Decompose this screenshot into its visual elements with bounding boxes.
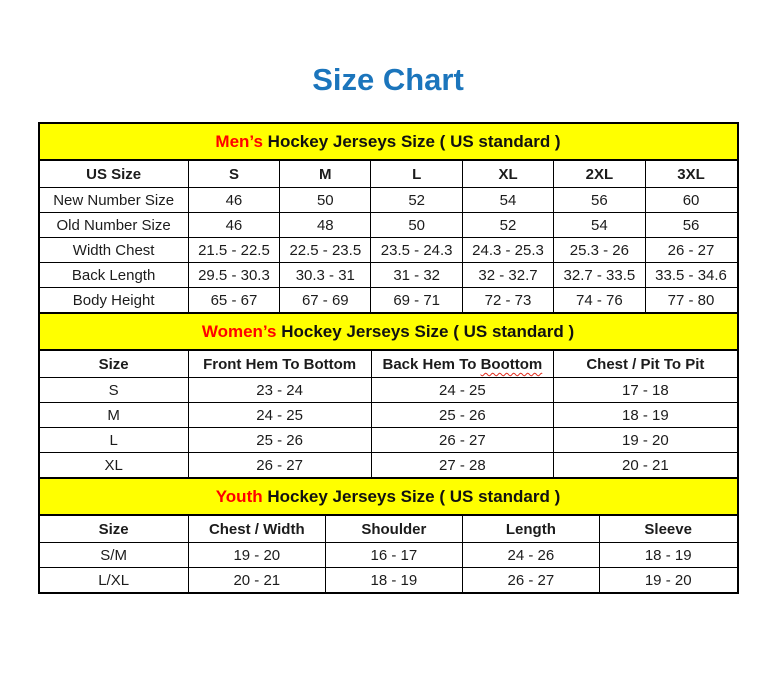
size-value-cell: 54 bbox=[462, 188, 553, 213]
size-value-cell: 27 - 28 bbox=[371, 453, 554, 478]
size-value-cell: 22.5 - 23.5 bbox=[280, 238, 371, 263]
mens-banner-text: Hockey Jerseys Size ( US standard ) bbox=[262, 132, 561, 151]
size-value-cell: 48 bbox=[280, 213, 371, 238]
womens-banner-accent: Women’s bbox=[201, 322, 277, 341]
row-label-cell: M bbox=[40, 403, 189, 428]
womens-size-table bbox=[40, 351, 737, 477]
size-value-cell: 46 bbox=[188, 213, 279, 238]
column-header: M bbox=[280, 161, 371, 188]
size-value-cell: 23 - 24 bbox=[188, 378, 371, 403]
mens-size-table bbox=[40, 161, 737, 312]
mens-section-banner bbox=[40, 124, 737, 161]
size-chart-table-block bbox=[38, 122, 739, 594]
table-row bbox=[40, 288, 737, 313]
size-value-cell: 67 - 69 bbox=[280, 288, 371, 313]
header-row bbox=[40, 351, 737, 378]
youth-section-banner bbox=[40, 477, 737, 516]
table-row bbox=[40, 543, 737, 568]
size-value-cell: 30.3 - 31 bbox=[280, 263, 371, 288]
size-value-cell: 25.3 - 26 bbox=[554, 238, 645, 263]
page-title: Size Chart bbox=[312, 62, 464, 97]
size-value-cell: 24 - 25 bbox=[371, 378, 554, 403]
size-value-cell: 72 - 73 bbox=[462, 288, 553, 313]
size-value-cell: 52 bbox=[462, 213, 553, 238]
row-label-cell: Body Height bbox=[40, 288, 189, 313]
table-row bbox=[40, 263, 737, 288]
size-value-cell: 24 - 26 bbox=[462, 543, 599, 568]
row-label-cell: S/M bbox=[40, 543, 189, 568]
mens-banner-accent: Men’s bbox=[215, 132, 263, 151]
size-value-cell: 32 - 32.7 bbox=[462, 263, 553, 288]
size-value-cell: 18 - 19 bbox=[554, 403, 737, 428]
table-row bbox=[40, 428, 737, 453]
column-header: Size bbox=[40, 516, 189, 543]
column-header: 3XL bbox=[645, 161, 736, 188]
column-header: S bbox=[188, 161, 279, 188]
size-value-cell: 16 - 17 bbox=[325, 543, 462, 568]
size-value-cell: 26 - 27 bbox=[645, 238, 736, 263]
size-value-cell: 77 - 80 bbox=[645, 288, 736, 313]
womens-banner-text: Hockey Jerseys Size ( US standard ) bbox=[276, 322, 575, 341]
table-row bbox=[40, 403, 737, 428]
column-header: 2XL bbox=[554, 161, 645, 188]
size-value-cell: 18 - 19 bbox=[325, 568, 462, 593]
size-value-cell: 19 - 20 bbox=[599, 568, 736, 593]
row-label-cell: Width Chest bbox=[40, 238, 189, 263]
column-header: Chest / Width bbox=[188, 516, 325, 543]
column-header: L bbox=[371, 161, 462, 188]
size-value-cell: 21.5 - 22.5 bbox=[188, 238, 279, 263]
size-value-cell: 50 bbox=[371, 213, 462, 238]
column-header: US Size bbox=[40, 161, 189, 188]
size-value-cell: 52 bbox=[371, 188, 462, 213]
column-header: Front Hem To Bottom bbox=[188, 351, 371, 378]
size-value-cell: 25 - 26 bbox=[188, 428, 371, 453]
row-label-cell: L bbox=[40, 428, 189, 453]
column-header-text: Back Hem To bbox=[382, 356, 481, 373]
table-row bbox=[40, 453, 737, 478]
size-value-cell: 31 - 32 bbox=[371, 263, 462, 288]
table-row bbox=[40, 568, 737, 593]
size-value-cell: 26 - 27 bbox=[188, 453, 371, 478]
size-value-cell: 32.7 - 33.5 bbox=[554, 263, 645, 288]
row-label-cell: XL bbox=[40, 453, 189, 478]
size-value-cell: 26 - 27 bbox=[462, 568, 599, 593]
size-value-cell: 24 - 25 bbox=[188, 403, 371, 428]
column-header: Shoulder bbox=[325, 516, 462, 543]
row-label-cell: Back Length bbox=[40, 263, 189, 288]
youth-banner-accent: Youth bbox=[215, 487, 263, 506]
size-value-cell: 17 - 18 bbox=[554, 378, 737, 403]
size-value-cell: 24.3 - 25.3 bbox=[462, 238, 553, 263]
size-value-cell: 19 - 20 bbox=[188, 543, 325, 568]
size-value-cell: 65 - 67 bbox=[188, 288, 279, 313]
size-value-cell: 25 - 26 bbox=[371, 403, 554, 428]
womens-section-banner bbox=[40, 312, 737, 351]
header-row bbox=[40, 516, 737, 543]
size-value-cell: 69 - 71 bbox=[371, 288, 462, 313]
size-value-cell: 50 bbox=[280, 188, 371, 213]
table-row bbox=[40, 378, 737, 403]
size-value-cell: 60 bbox=[645, 188, 736, 213]
size-value-cell: 56 bbox=[554, 188, 645, 213]
size-value-cell: 18 - 19 bbox=[599, 543, 736, 568]
table-row bbox=[40, 188, 737, 213]
table-row bbox=[40, 213, 737, 238]
youth-banner-text: Hockey Jerseys Size ( US standard ) bbox=[262, 487, 561, 506]
column-header: XL bbox=[462, 161, 553, 188]
table-row bbox=[40, 238, 737, 263]
row-label-cell: New Number Size bbox=[40, 188, 189, 213]
size-value-cell: 54 bbox=[554, 213, 645, 238]
row-label-cell: L/XL bbox=[40, 568, 189, 593]
misspelled-word-squiggle: Boottom bbox=[480, 356, 543, 373]
size-value-cell: 23.5 - 24.3 bbox=[371, 238, 462, 263]
header-row bbox=[40, 161, 737, 188]
size-value-cell: 46 bbox=[188, 188, 279, 213]
column-header bbox=[371, 351, 554, 378]
row-label-cell: Old Number Size bbox=[40, 213, 189, 238]
size-value-cell: 26 - 27 bbox=[371, 428, 554, 453]
row-label-cell: S bbox=[40, 378, 189, 403]
size-value-cell: 20 - 21 bbox=[554, 453, 737, 478]
column-header: Chest / Pit To Pit bbox=[554, 351, 737, 378]
column-header: Sleeve bbox=[599, 516, 736, 543]
column-header: Length bbox=[462, 516, 599, 543]
size-value-cell: 56 bbox=[645, 213, 736, 238]
size-value-cell: 19 - 20 bbox=[554, 428, 737, 453]
size-value-cell: 29.5 - 30.3 bbox=[188, 263, 279, 288]
size-value-cell: 74 - 76 bbox=[554, 288, 645, 313]
column-header: Size bbox=[40, 351, 189, 378]
size-value-cell: 33.5 - 34.6 bbox=[645, 263, 736, 288]
youth-size-table bbox=[40, 516, 737, 592]
size-value-cell: 20 - 21 bbox=[188, 568, 325, 593]
